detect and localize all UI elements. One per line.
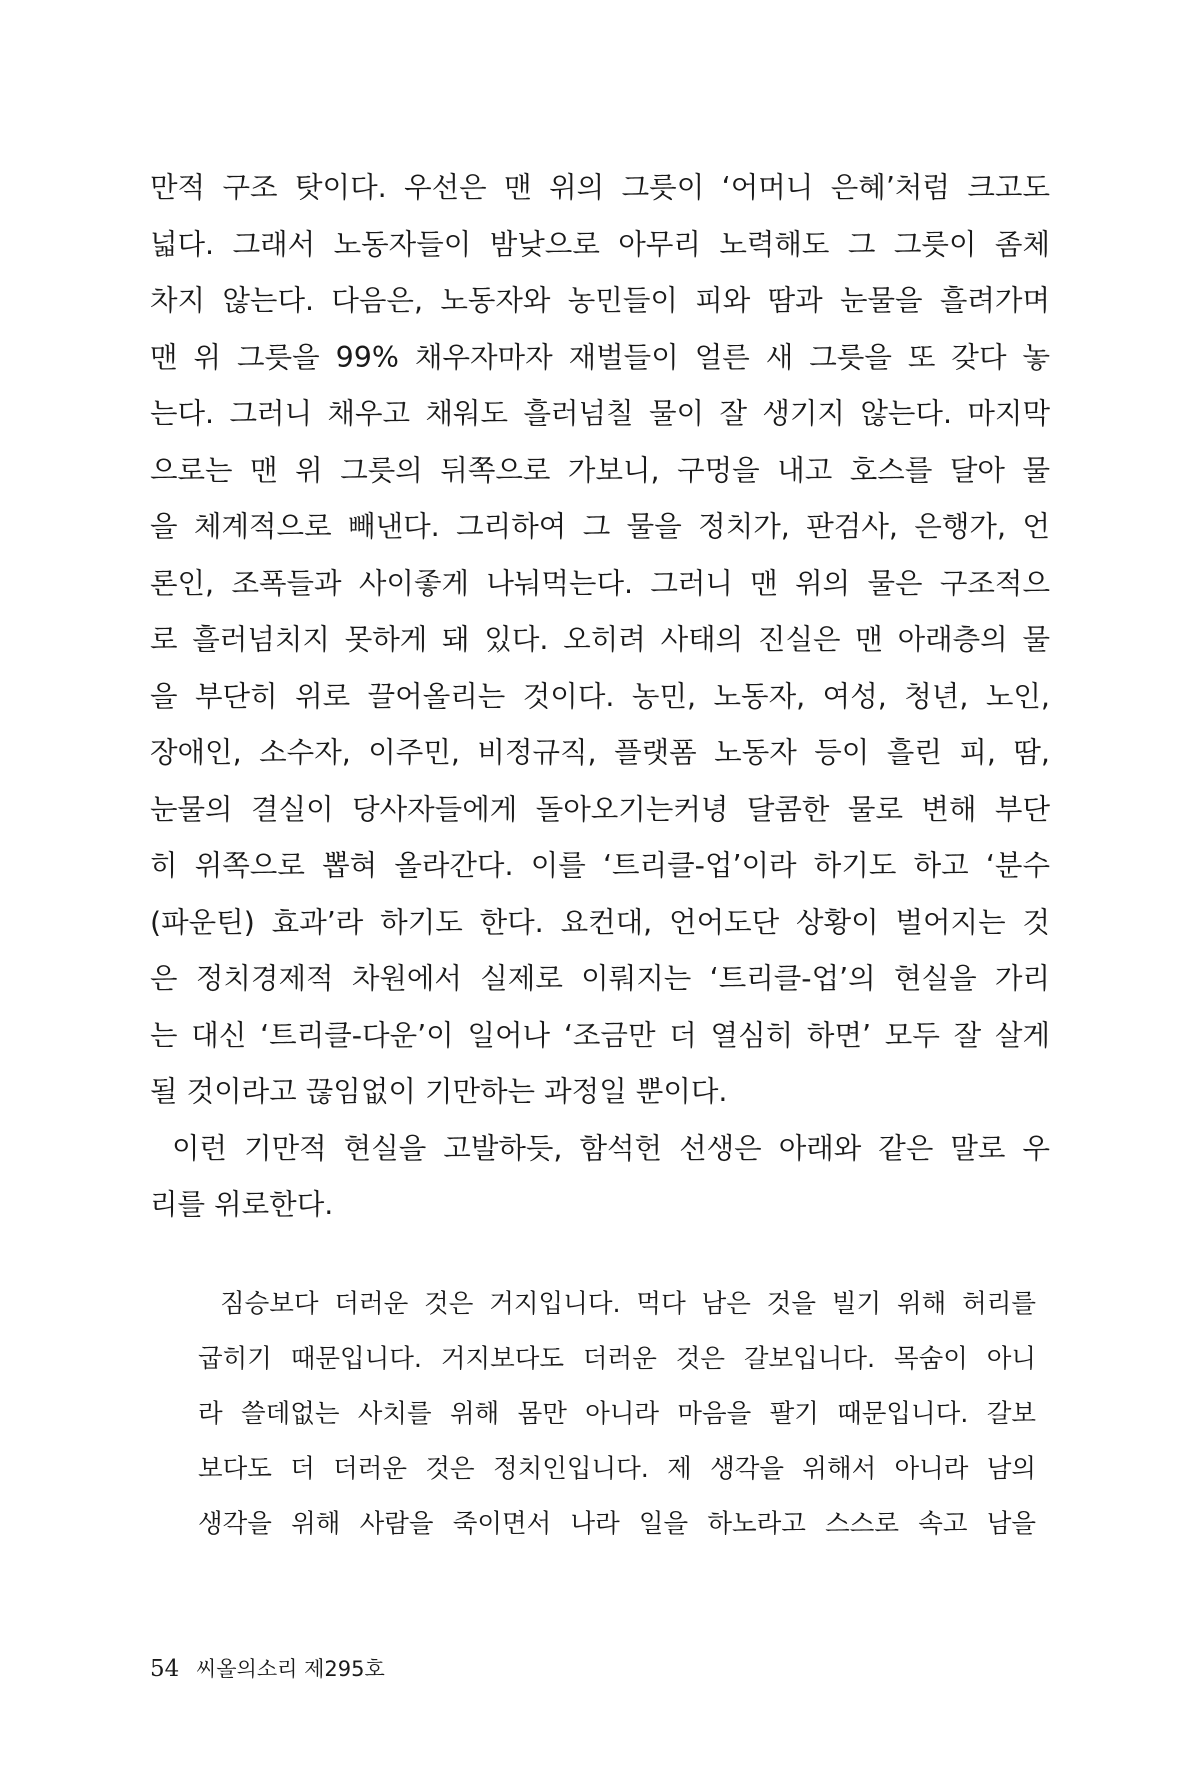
body-line: 으로는 맨 위 그릇의 뒤쪽으로 가보니, 구멍을 내고 호스를 달아 물 <box>150 453 1050 487</box>
body-line: 눈물의 결실이 당사자들에게 돌아오기는커녕 달콤한 물로 변해 부단 <box>150 792 1050 826</box>
body-line: 을 부단히 위로 끌어올리는 것이다. 농민, 노동자, 여성, 청년, 노인, <box>150 679 1050 713</box>
body-line: 히 위쪽으로 뽑혀 올라간다. 이를 ‘트리클-업’이라 하기도 하고 ‘분수 <box>150 849 1050 882</box>
body-line: 은 정치경제적 차원에서 실제로 이뤄지는 ‘트리클-업’의 현실을 가리 <box>150 962 1050 995</box>
body-text <box>150 160 1050 1234</box>
page-footer <box>150 1655 385 1683</box>
body-line: 맨 위 그릇을 99% 채우자마자 재벌들이 얼른 새 그릇을 또 갖다 놓 <box>150 340 1050 374</box>
body-line: 는다. 그러니 채우고 채워도 흘러넘칠 물이 잘 생기지 않는다. 마지막 <box>150 397 1050 430</box>
quote-line: 굽히기 때문입니다. 거지보다도 더러운 것은 갈보입니다. 목숨이 아니 <box>198 1344 1036 1374</box>
publication-title: 씨올의소리 제295호 <box>195 1657 385 1681</box>
body-line: 될 것이라고 끊임없이 기만하는 과정일 뿐이다. <box>150 1075 728 1108</box>
body-line: 는 대신 ‘트리클-다운’이 일어나 ‘조금만 더 열심히 하면’ 모두 잘 살게 <box>150 1018 1050 1052</box>
block-quote <box>198 1277 1036 1552</box>
quote-line: 보다도 더 더러운 것은 정치인입니다. 제 생각을 위해서 아니라 남의 <box>198 1454 1036 1484</box>
body-line: 차지 않는다. 다음은, 노동자와 농민들이 피와 땀과 눈물을 흘려가며 <box>150 284 1050 317</box>
page-number: 54 <box>150 1656 180 1682</box>
quote-line: 라 쓸데없는 사치를 위해 몸만 아니라 마음을 팔기 때문입니다. 갈보 <box>198 1399 1036 1429</box>
quote-line: 생각을 위해 사람을 죽이면서 나라 일을 하노라고 스스로 속고 남을 <box>198 1509 1036 1539</box>
body-line: 을 체계적으로 빼낸다. 그리하여 그 물을 정치가, 판검사, 은행가, 언 <box>150 510 1050 543</box>
body-line: 넓다. 그래서 노동자들이 밤낮으로 아무리 노력해도 그 그릇이 좀체 <box>150 227 1050 261</box>
body-line: 로 흘러넘치지 못하게 돼 있다. 오히려 사태의 진실은 맨 아래층의 물 <box>150 623 1050 656</box>
body-line: (파운틴) 효과’라 하기도 한다. 요컨대, 언어도단 상황이 벌어지는 것 <box>150 905 1050 939</box>
body-line: 리를 위로한다. <box>150 1188 334 1221</box>
body-line: 론인, 조폭들과 사이좋게 나눠먹는다. 그러니 맨 위의 물은 구조적으 <box>150 566 1050 600</box>
body-line: 장애인, 소수자, 이주민, 비정규직, 플랫폼 노동자 등이 흘린 피, 땀, <box>150 736 1050 769</box>
quote-line: 짐승보다 더러운 것은 거지입니다. 먹다 남은 것을 빌기 위해 허리를 <box>220 1289 1036 1319</box>
body-line: 이런 기만적 현실을 고발하듯, 함석헌 선생은 아래와 같은 말로 우 <box>172 1131 1050 1165</box>
body-line: 만적 구조 탓이다. 우선은 맨 위의 그릇이 ‘어머니 은혜’처럼 크고도 <box>150 171 1050 204</box>
